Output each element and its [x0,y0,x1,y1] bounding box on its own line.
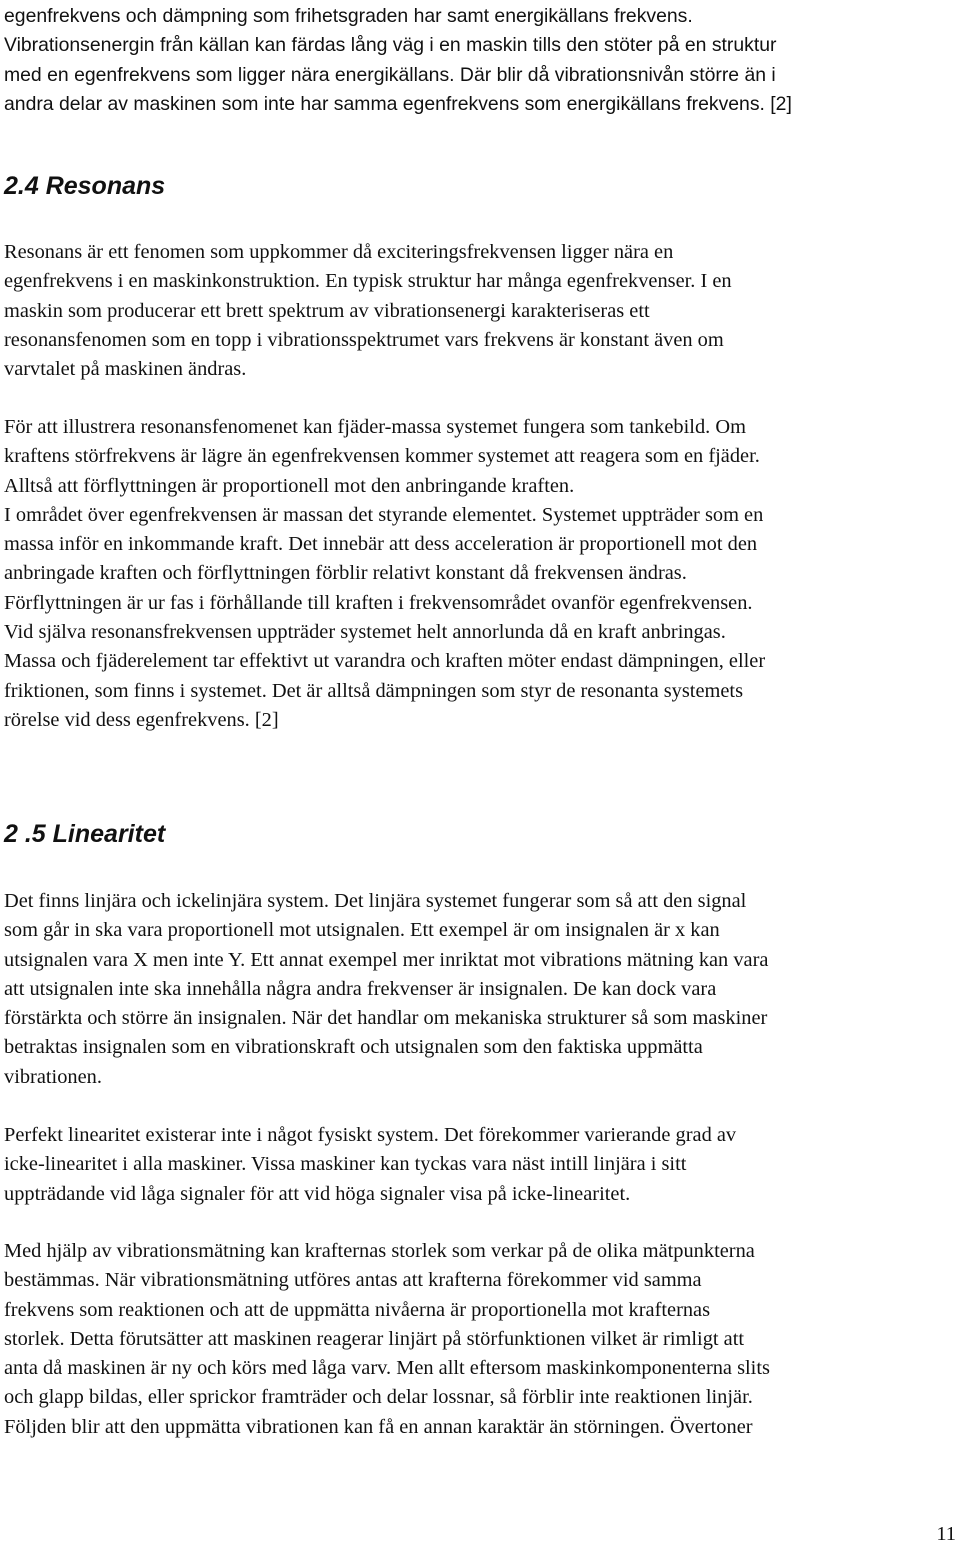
resonans-paragraph-2 [4,413,960,735]
section-heading-linearitet: 2 .5 Linearitet [4,820,166,848]
text-line: vibrationen. [4,1065,102,1088]
linearitet-paragraph-2 [4,1121,960,1209]
text-line: Massa och fjäderelement tar effektivt ut varandra och kraften möter endast dämpningen, eller [4,650,766,673]
section-heading-resonans: 2.4 Resonans [4,172,166,200]
resonans-paragraph-1 [4,238,960,384]
text-line: Följden blir att den uppmätta vibrationen kan få en annan karaktär än störningen. Övertoner [4,1415,753,1438]
text-line: rörelse vid dess egenfrekvens. [2] [4,708,279,731]
text-line: Vid själva resonansfrekvensen uppträder systemet helt annorlunda då en kraft anbringas. [4,621,726,644]
text-line: resonansfenomen som en topp i vibrationsspektrumet vars frekvens är konstant även om [4,328,724,351]
text-line: och glapp bildas, eller sprickor framträder och delar lossnar, så förblir inte reaktionen linjär. [4,1386,753,1409]
linearitet-paragraph-3 [4,1237,960,1442]
text-line: Perfekt linearitet existerar inte i något fysiskt system. Det förekommer varierande grad av [4,1124,737,1146]
text-line: med en egenfrekvens som ligger nära energikällans. Där blir då vibrationsnivån större än i [4,63,776,86]
text-line: bestämmas. När vibrationsmätning utföres antas att krafterna förekommer vid samma [4,1269,702,1292]
text-line: att utsignalen inte ska innehålla några andra frekvenser är insignalen. De kan dock vara [4,977,717,1000]
text-line: frekvens som reaktionen och att de uppmätta nivåerna är proportionella mot krafternas [4,1298,711,1321]
text-line: friktionen, som finns i systemet. Det är alltså dämpningen som styr de resonanta systemets [4,679,744,702]
text-line: andra delar av maskinen som inte har samma egenfrekvens som energikällans frekvens. [2] [4,92,792,115]
text-line: egenfrekvens och dämpning som frihetsgraden har samt energikällans frekvens. [4,5,693,27]
text-line: I området över egenfrekvensen är massan det styrande elementet. Systemet uppträder som en [4,503,764,526]
text-line: Med hjälp av vibrationsmätning kan krafternas storlek som verkar på de olika mätpunkterna [4,1240,755,1262]
text-line: varvtalet på maskinen ändras. [4,358,247,381]
text-line: Resonans är ett fenomen som uppkommer då exciteringsfrekvensen ligger nära en [4,241,674,263]
text-line: anta då maskinen är ny och körs med låga varv. Men allt eftersom maskinkomponenterna slits [4,1357,770,1380]
text-line: icke-linearitet i alla maskiner. Vissa maskiner kan tyckas vara näst intill linjära i sitt [4,1153,687,1176]
text-line: förstärkta och större än insignalen. När det handlar om mekaniska strukturer så som maskiner [4,1007,768,1030]
text-line: som går in ska vara proportionell mot utsignalen. Ett exempel är om insignalen är x kan [4,919,720,942]
text-line: kraftens störfrekvens är lägre än egenfrekvensen kommer systemet att reagera som en fjäder. [4,445,760,468]
text-line: Vibrationsenergin från källan kan färdas lång väg i en maskin tills den stöter på en struktur [4,34,777,57]
text-line: betraktas insignalen som en vibrationskraft och utsignalen som den faktiska uppmätta [4,1036,703,1059]
text-line: Det finns linjära och ickelinjära system. Det linjära systemet fungerar som så att den signal [4,890,747,912]
text-line: uppträdande vid låga signaler för att vid höga signaler visa på icke-linearitet. [4,1182,631,1205]
text-line: anbringade kraften och förflyttningen förblir relativt konstant då frekvensen ändras. [4,562,687,585]
text-line: utsignalen vara X men inte Y. Ett annat exempel mer inriktat mot vibrations mätning kan vara [4,948,769,971]
page-number: 11 [936,1523,956,1545]
linearitet-paragraph-1 [4,887,960,1092]
text-line: maskin som producerar ett brett spektrum av vibrationsenergi karakteriseras ett [4,299,650,322]
text-line: massa inför en inkommande kraft. Det innebär att dess acceleration är proportionell mot den [4,533,758,556]
text-line: Förflyttningen är ur fas i förhållande till kraften i frekvensområdet ovanför egenfrekvensen. [4,591,753,614]
text-line: För att illustrera resonansfenomenet kan fjäder-massa systemet fungera som tankebild. Om [4,416,746,438]
text-line: Alltså att förflyttningen är proportionell mot den anbringande kraften. [4,474,575,497]
text-line: egenfrekvens i en maskinkonstruktion. En typisk struktur har många egenfrekvenser. I en [4,270,732,293]
intro-paragraph [4,2,960,119]
text-line: storlek. Detta förutsätter att maskinen reagerar linjärt på störfunktionen vilket är rimligt att [4,1327,745,1350]
